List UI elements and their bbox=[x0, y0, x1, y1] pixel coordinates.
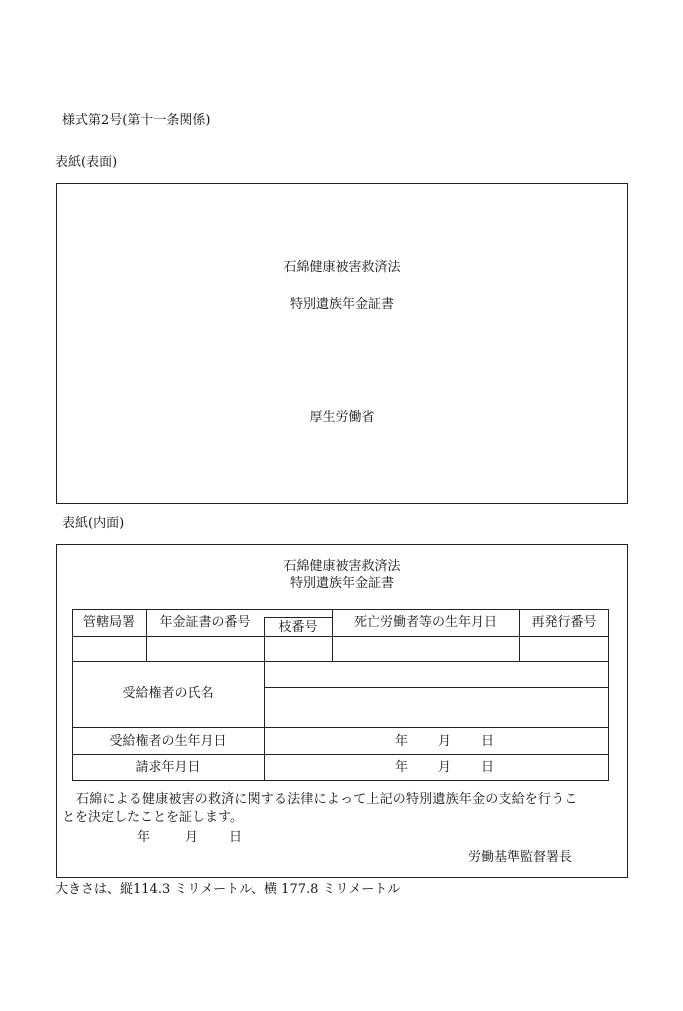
statement-line-2: とを決定したことを証します。 bbox=[62, 810, 243, 825]
birth-day: 日 bbox=[481, 734, 495, 749]
table-hline bbox=[264, 617, 332, 618]
front-ministry: 厚生労働省 bbox=[309, 410, 375, 425]
issue-day: 日 bbox=[229, 830, 243, 845]
table-vline bbox=[264, 661, 265, 781]
inner-law-name: 石綿健康被害救済法 bbox=[283, 559, 401, 574]
table-hline bbox=[72, 754, 609, 755]
row-recipient-birth: 受給権者の生年月日 bbox=[109, 734, 227, 749]
table-hline bbox=[72, 727, 609, 728]
inner-certificate-title: 特別遺族年金証書 bbox=[289, 576, 394, 591]
table-hline bbox=[72, 636, 609, 637]
birth-month: 月 bbox=[438, 734, 452, 749]
claim-month: 月 bbox=[438, 760, 452, 775]
issue-year: 年 bbox=[137, 830, 151, 845]
col-cert-number: 年金証書の番号 bbox=[159, 615, 251, 630]
col-deceased-birth: 死亡労働者等の生年月日 bbox=[353, 615, 497, 630]
issue-month: 月 bbox=[185, 830, 199, 845]
form-number: 様式第2号(第十一条関係) bbox=[62, 113, 211, 128]
table-hline bbox=[264, 687, 609, 688]
front-cover-frame bbox=[56, 183, 628, 504]
row-recipient-name: 受給権者の氏名 bbox=[122, 686, 214, 701]
statement-line-1: 石綿による健康被害の救済に関する法律によって上記の特別遺族年金の支給を行うこ bbox=[76, 792, 578, 807]
row-claim-date: 請求年月日 bbox=[135, 760, 201, 775]
col-branch: 枝番号 bbox=[278, 620, 318, 635]
col-reissue: 再発行番号 bbox=[531, 615, 597, 630]
front-law-name: 石綿健康被害救済法 bbox=[283, 260, 401, 275]
claim-day: 日 bbox=[481, 760, 495, 775]
front-certificate-title: 特別遺族年金証書 bbox=[289, 297, 394, 312]
birth-year: 年 bbox=[395, 734, 409, 749]
inner-section-label: 表紙(内面) bbox=[62, 516, 125, 531]
table-hline bbox=[72, 661, 609, 662]
size-note: 大きさは、縦114.3 ミリメートル、横 177.8 ミリメートル bbox=[55, 882, 401, 897]
issuer: 労働基準監督署長 bbox=[468, 850, 573, 865]
col-office: 管轄局署 bbox=[82, 615, 135, 630]
front-section-label: 表紙(表面) bbox=[55, 155, 118, 170]
claim-year: 年 bbox=[395, 760, 409, 775]
